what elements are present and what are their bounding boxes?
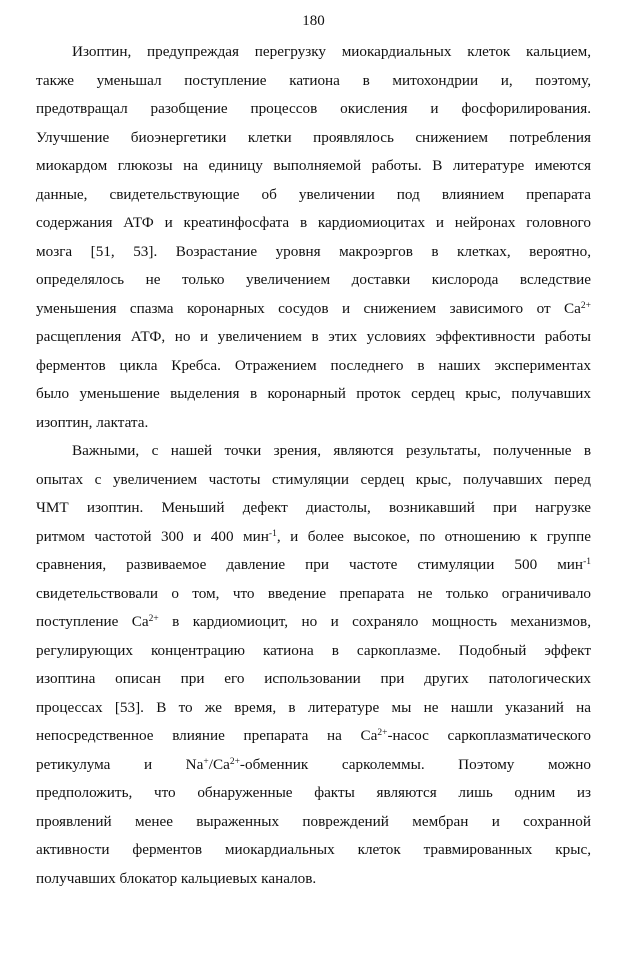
text-line: активности ферментов миокардиальных клеток травмированных крыс, xyxy=(36,841,591,858)
text-fragment: ритмом частотой 300 и 400 мин xyxy=(36,527,269,545)
text-line: процессах [53]. В то же время, в литературе мы не нашли указаний на xyxy=(36,698,591,716)
page-body xyxy=(36,38,591,893)
paragraph-2 xyxy=(36,437,591,893)
superscript: -1 xyxy=(583,557,591,567)
text-line-with-sup xyxy=(36,295,591,324)
text-line-with-sup xyxy=(36,523,591,552)
text-line: ферментов цикла Кребса. Отражением последнего в наших экспериментах xyxy=(36,356,591,374)
text-line: изоптин, лактата. xyxy=(36,413,149,431)
text-fragment: уменьшения спазма коронарных сосудов и снижением зависимого от Ca xyxy=(36,299,581,317)
text-line: Важными, с нашей точки зрения, являются результаты, полученные в xyxy=(72,442,591,459)
text-line: опытах с увеличением частоты стимуляции сердец крыс, получавших перед xyxy=(36,470,591,488)
text-line: изоптина описан при его использовании при других патологических xyxy=(36,670,591,687)
text-fragment: сравнения, развиваемое давление при частоте стимуляции 500 мин xyxy=(36,556,584,573)
text-line: регулирующих концентрацию катиона в саркоплазме. Подобный эффект xyxy=(36,641,591,659)
text-fragment: , и более высокое, по отношению к группе xyxy=(276,527,591,545)
superscript: + xyxy=(203,756,209,767)
text-fragment: /Ca xyxy=(208,755,230,773)
text-line: предположить, что обнаруженные факты являются лишь одним из xyxy=(36,784,591,801)
page-number: 180 xyxy=(302,13,325,29)
text-line-with-sup xyxy=(36,608,591,637)
text-fragment: в кардиомиоцит, но и сохраняло мощность механизмов, xyxy=(158,613,591,630)
text-line-with-sup xyxy=(36,551,591,580)
superscript: 2+ xyxy=(148,614,159,624)
text-fragment: непосредственное влияние препарата на Ca xyxy=(36,727,378,744)
text-line: получавших блокатор кальциевых каналов. xyxy=(36,869,317,887)
text-line: предотвращал разобщение процессов окисления и фосфорилирования. xyxy=(36,100,591,117)
superscript: 2+ xyxy=(229,756,240,767)
text-line: было уменьшение выделения в коронарный проток сердец крыс, получавших xyxy=(36,385,591,402)
text-line: содержания АТФ и креатинфосфата в кардиомиоцитах и нейронах головного xyxy=(36,214,591,231)
superscript: -1 xyxy=(268,528,277,539)
text-fragment: ретикулума и Na xyxy=(36,755,204,773)
text-line: проявлений менее выраженных повреждений мембран и сохранной xyxy=(36,812,591,830)
text-line-with-sup xyxy=(36,751,591,780)
text-line: ЧМТ изоптин. Меньший дефект диастолы, возникавший при нагрузке xyxy=(36,499,591,516)
text-line: данные, свидетельствующие об увеличении под влиянием препарата xyxy=(36,185,591,203)
text-line: миокардом глюкозы на единицу выполняемой работы. В литературе имеются xyxy=(36,157,591,174)
superscript: 2+ xyxy=(377,728,388,738)
text-line: определялось не только увеличением доставки кислорода вследствие xyxy=(36,271,591,288)
paragraph-1 xyxy=(36,38,591,437)
text-line: мозга [51, 53]. Возрастание уровня макроэргов в клетках, вероятно, xyxy=(36,242,591,260)
text-line: свидетельствовали о том, что введение препарата не только ограничивало xyxy=(36,584,591,602)
text-line: Улучшение биоэнергетики клетки проявлялось снижением потребления xyxy=(36,128,591,146)
text-line-with-sup xyxy=(36,722,591,751)
text-line: Изоптин, предупреждая перегрузку миокардиальных клеток кальцием, xyxy=(72,43,591,60)
text-fragment: -насос саркоплазматического xyxy=(387,727,591,744)
text-line: расщепления АТФ, но и увеличением в этих условиях эффективности работы xyxy=(36,328,591,345)
text-fragment: -обменник сарколеммы. Поэтому можно xyxy=(239,755,591,773)
superscript: 2+ xyxy=(580,300,591,311)
text-fragment: поступление Ca xyxy=(36,613,149,630)
text-line: также уменьшал поступление катиона в митохондрии и, поэтому, xyxy=(36,71,591,89)
